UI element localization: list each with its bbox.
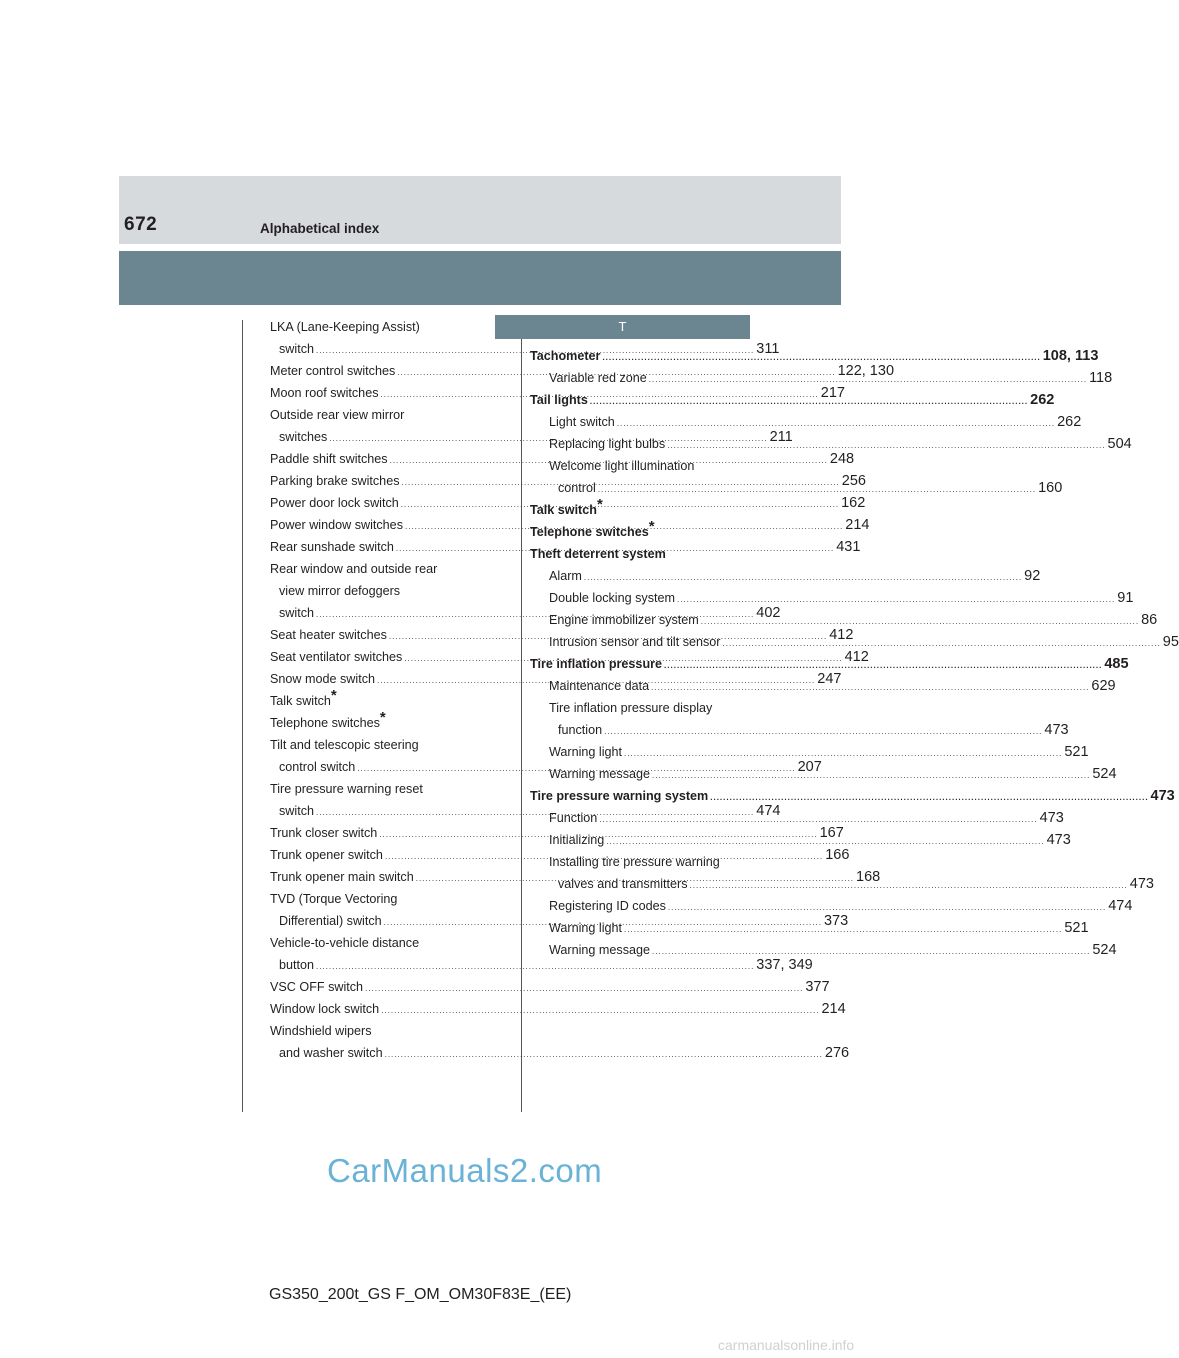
page-reference: 521 xyxy=(1064,920,1089,936)
leader-dots xyxy=(590,397,1028,406)
leader-dots xyxy=(617,419,1055,428)
entry-text: Telephone switches xyxy=(530,525,649,539)
page-reference: 256 xyxy=(841,473,866,489)
entry-text: Light switch xyxy=(549,415,615,429)
index-entry-line xyxy=(270,687,471,712)
page-reference: 211 xyxy=(769,429,793,445)
page-reference: 474 xyxy=(756,803,781,819)
page-reference: 431 xyxy=(836,539,861,555)
leader-dots xyxy=(606,837,1044,846)
leader-dots xyxy=(599,815,1037,824)
leader-dots xyxy=(667,441,1105,450)
page-reference: 95 xyxy=(1162,634,1179,650)
index-entry-line: TVD (Torque Vectoring xyxy=(270,892,398,906)
page-reference: 473 xyxy=(1046,832,1071,848)
leader-dots xyxy=(651,683,1089,692)
site-watermark: carmanualsonline.info xyxy=(718,1337,855,1353)
page-reference: 485 xyxy=(1104,656,1129,672)
entry-text: Snow mode switch xyxy=(270,672,375,686)
index-entry-line xyxy=(270,976,830,998)
page-number: 672 xyxy=(124,214,158,235)
index-entry xyxy=(530,587,1134,609)
page-reference: 214 xyxy=(845,517,870,533)
leader-dots xyxy=(598,485,1036,494)
page-reference: 276 xyxy=(824,1045,850,1061)
entry-text: valves and transmitters xyxy=(558,877,688,891)
index-entry xyxy=(530,565,1041,587)
entry-text: Power window switches xyxy=(270,518,403,532)
leader-dots xyxy=(381,1006,819,1015)
page-reference: 160 xyxy=(1038,480,1063,496)
page-reference: 473 xyxy=(1150,788,1175,804)
entry-text: Paddle shift switches xyxy=(270,452,388,466)
header-band xyxy=(119,251,841,305)
page-reference: 262 xyxy=(1030,392,1055,408)
entry-text: Warning message xyxy=(549,767,651,781)
page-reference: 167 xyxy=(819,825,844,841)
entry-text: switches xyxy=(279,430,328,444)
index-entry xyxy=(530,785,1175,807)
page-reference: 214 xyxy=(821,1001,846,1017)
entry-text: function xyxy=(558,723,603,737)
entry-text: switch xyxy=(279,804,314,818)
entry-text: VSC OFF switch xyxy=(270,980,364,994)
page-reference: 412 xyxy=(829,627,854,643)
index-entry xyxy=(530,741,1089,763)
entry-text: switch xyxy=(279,606,314,620)
index-entry-line xyxy=(530,587,1134,609)
index-entry xyxy=(270,976,830,998)
leader-dots xyxy=(723,639,1161,648)
entry-text: and washer switch xyxy=(279,1046,383,1060)
page-reference: 118 xyxy=(1089,370,1113,386)
page-reference: 521 xyxy=(1064,744,1089,760)
entry-text: control switch xyxy=(279,760,356,774)
index-entry xyxy=(530,719,1069,741)
index-entry-line: view mirror defoggers xyxy=(279,584,401,598)
page-reference: 207 xyxy=(797,759,822,775)
index-entry-line: Tilt and telescopic steering xyxy=(270,738,419,752)
index-entry xyxy=(530,851,750,873)
index-entry-line xyxy=(530,785,1175,807)
page-reference: 337, 349 xyxy=(756,957,813,973)
entry-text: Talk switch xyxy=(270,694,331,708)
entry-text: Maintenance data xyxy=(549,679,650,693)
index-entry-line: Windshield wipers xyxy=(270,1024,372,1038)
entry-text: Tire inflation pressure xyxy=(530,657,663,671)
entry-text: Welcome light illumination xyxy=(549,459,695,473)
index-entry xyxy=(270,998,846,1020)
leader-dots xyxy=(677,595,1115,604)
entry-text: Seat heater switches xyxy=(270,628,387,642)
page-reference: 524 xyxy=(1092,766,1117,782)
footnote-star: * xyxy=(648,518,655,535)
page-reference: 629 xyxy=(1091,678,1116,694)
index-entry-line xyxy=(530,496,750,521)
page-reference: 122, 130 xyxy=(837,363,895,379)
entry-text: button xyxy=(279,958,315,972)
leader-dots xyxy=(385,1050,823,1059)
page-reference: 473 xyxy=(1129,876,1154,892)
entry-text: Meter control switches xyxy=(270,364,396,378)
index-entry-line xyxy=(530,518,750,543)
index-entry-line xyxy=(530,455,750,477)
column-rule-left xyxy=(242,320,243,1112)
entry-text: Trunk closer switch xyxy=(270,826,378,840)
leader-dots xyxy=(710,793,1148,802)
index-entry-line xyxy=(270,998,846,1020)
leader-dots xyxy=(624,749,1062,758)
index-entry-line: Vehicle-to-vehicle distance xyxy=(270,936,420,950)
leader-dots xyxy=(652,771,1090,780)
index-entry xyxy=(270,709,471,734)
entry-text: control xyxy=(558,481,596,495)
index-entry xyxy=(530,697,750,719)
index-entry xyxy=(530,543,750,565)
entry-text: Differential) switch xyxy=(279,914,382,928)
page-reference: 92 xyxy=(1024,568,1041,584)
leader-dots xyxy=(316,962,754,971)
page-reference: 168 xyxy=(856,869,881,885)
entry-text: Registering ID codes xyxy=(549,899,666,913)
page-reference: 248 xyxy=(829,451,855,467)
footer-document-code: GS350_200t_GS F_OM_OM30F83E_(EE) xyxy=(269,1286,572,1303)
index-entry xyxy=(530,518,750,543)
leader-dots xyxy=(649,375,1087,384)
page-reference: 262 xyxy=(1057,414,1082,430)
entry-text: Theft deterrent system xyxy=(530,547,666,561)
index-entry xyxy=(270,687,471,712)
entry-text: Warning message xyxy=(549,943,651,957)
index-entry-line xyxy=(270,954,813,976)
leader-dots xyxy=(365,984,803,993)
leader-dots xyxy=(668,903,1106,912)
entry-text: Trunk opener switch xyxy=(270,848,383,862)
entry-text: Rear sunshade switch xyxy=(270,540,394,554)
footnote-star: * xyxy=(379,709,386,726)
index-entry xyxy=(530,939,1117,961)
page-reference: 91 xyxy=(1117,590,1134,606)
entry-text: Intrusion sensor and tilt sensor xyxy=(549,635,721,649)
index-entry-line: Tire pressure warning reset xyxy=(270,782,423,796)
entry-text: Warning light xyxy=(549,745,623,759)
index-entry-line: Outside rear view mirror xyxy=(270,408,405,422)
entry-text: Power door lock switch xyxy=(270,496,399,510)
index-entry-line xyxy=(530,851,750,873)
entry-text: Parking brake switches xyxy=(270,474,400,488)
page-reference: 166 xyxy=(825,847,850,863)
index-entry xyxy=(530,455,750,477)
entry-text: Initializing xyxy=(549,833,605,847)
letter-header: T xyxy=(495,315,750,339)
entry-text: Tail lights xyxy=(530,393,588,407)
page-reference: 86 xyxy=(1141,612,1158,628)
page-reference: 474 xyxy=(1108,898,1133,914)
index-entry-line xyxy=(530,719,1069,741)
leader-dots xyxy=(584,573,1022,582)
page-reference: 108, 113 xyxy=(1042,348,1099,364)
index-entry-line xyxy=(530,697,750,719)
index-entry-line xyxy=(530,939,1117,961)
leader-dots xyxy=(604,727,1042,736)
entry-text: Trunk opener main switch xyxy=(270,870,414,884)
entry-text: switch xyxy=(279,342,314,356)
entry-text: Alarm xyxy=(549,569,582,583)
leader-dots xyxy=(701,617,1139,626)
entry-text: Window lock switch xyxy=(270,1002,380,1016)
footnote-star: * xyxy=(596,496,603,513)
watermark-logo: CarManuals2.com xyxy=(327,1152,603,1189)
header-top-bar xyxy=(119,176,841,244)
page-reference: 217 xyxy=(820,385,845,401)
index-entry-line xyxy=(530,411,1082,433)
entry-text: Replacing light bulbs xyxy=(549,437,666,451)
page-reference: 377 xyxy=(805,979,830,995)
index-entry-line xyxy=(530,741,1089,763)
index-entry-line: Rear window and outside rear xyxy=(270,562,438,576)
page-reference: 524 xyxy=(1092,942,1117,958)
index-entry-line: LKA (Lane-Keeping Assist) xyxy=(270,320,420,334)
footnote-star: * xyxy=(330,687,337,704)
index-entry xyxy=(530,411,1082,433)
leader-dots xyxy=(624,925,1062,934)
section-title: Alphabetical index xyxy=(260,221,380,236)
index-entry-line xyxy=(530,895,1133,917)
page-reference: 473 xyxy=(1044,722,1069,738)
entry-text: Tire inflation pressure display xyxy=(549,701,713,715)
page-reference: 412 xyxy=(844,649,869,665)
entry-text: Engine immobilizer system xyxy=(549,613,699,627)
page-reference: 373 xyxy=(823,913,849,929)
page-reference: 402 xyxy=(756,605,781,621)
index-entry xyxy=(530,496,750,521)
entry-text: Tachometer xyxy=(530,349,601,363)
page-reference: 504 xyxy=(1107,436,1132,452)
leader-dots xyxy=(602,353,1040,362)
leader-dots xyxy=(690,881,1128,890)
page-reference: 473 xyxy=(1039,810,1064,826)
entry-text: Installing tire pressure warning xyxy=(549,855,720,869)
entry-text: Double locking system xyxy=(549,591,675,605)
entry-text: Seat ventilator switches xyxy=(270,650,403,664)
page-reference: 247 xyxy=(817,671,842,687)
index-entry-line xyxy=(530,565,1041,587)
index-entry-line xyxy=(530,543,750,565)
entry-text: Variable red zone xyxy=(549,371,647,385)
entry-text: Tire pressure warning system xyxy=(530,789,709,803)
index-entry xyxy=(530,895,1133,917)
leader-dots xyxy=(664,661,1102,670)
index-entry-line xyxy=(270,709,471,734)
entry-text: Talk switch xyxy=(530,503,597,517)
entry-text: Function xyxy=(549,811,598,825)
entry-text: Warning light xyxy=(549,921,623,935)
entry-text: Moon roof switches xyxy=(270,386,379,400)
page-reference: 162 xyxy=(841,495,866,511)
leader-dots xyxy=(652,947,1090,956)
index-entry xyxy=(270,1020,850,1064)
page-reference: 311 xyxy=(756,341,780,357)
entry-text: Telephone switches xyxy=(270,716,380,730)
index-entry-line xyxy=(270,1042,850,1064)
